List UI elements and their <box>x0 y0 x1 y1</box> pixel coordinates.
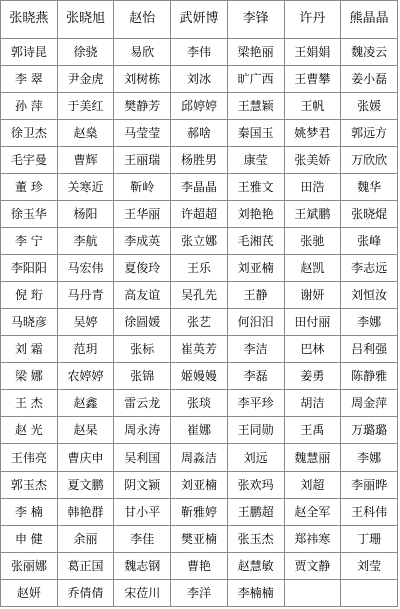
table-row <box>1 525 398 552</box>
name-cell: 姜小磊 <box>341 65 398 92</box>
name-cell: 王曹攀 <box>284 65 341 92</box>
name-cell: 吴婷 <box>57 309 114 336</box>
name-cell: 李晶晶 <box>171 173 228 200</box>
name-cell: 关寒近 <box>57 173 114 200</box>
name-cell: 靳雅婷 <box>171 498 228 525</box>
name-cell: 王雅文 <box>227 173 284 200</box>
name-cell: 李平珍 <box>227 390 284 417</box>
name-cell: 于美红 <box>57 92 114 119</box>
name-cell: 李志远 <box>341 255 398 282</box>
name-cell: 雷云龙 <box>114 390 171 417</box>
name-cell: 魏凌云 <box>341 38 398 65</box>
table-row <box>1 92 398 119</box>
name-cell: 邱婷婷 <box>171 92 228 119</box>
name-cell: 郝啥 <box>171 119 228 146</box>
name-cell: 李楠楠 <box>227 579 284 606</box>
name-cell: 田付丽 <box>284 309 341 336</box>
table-row <box>1 336 398 363</box>
name-cell: 姜勇 <box>284 363 341 390</box>
name-cell: 吴孔先 <box>171 282 228 309</box>
name-cell: 张晓燕 <box>1 1 58 39</box>
name-cell: 周金萍 <box>341 390 398 417</box>
name-cell: 宋莅川 <box>114 579 171 606</box>
name-cell: 李成英 <box>114 227 171 254</box>
name-cell: 李 宁 <box>1 227 58 254</box>
name-cell: 谢妍 <box>284 282 341 309</box>
name-cell: 张驰 <box>284 227 341 254</box>
name-cell: 孙 萍 <box>1 92 58 119</box>
name-cell: 王 杰 <box>1 390 58 417</box>
name-cell: 刘超 <box>284 471 341 498</box>
name-cell: 杨阳 <box>57 200 114 227</box>
name-cell: 乔倩倩 <box>57 579 114 606</box>
name-cell: 秦国玉 <box>227 119 284 146</box>
name-cell: 夏俊玲 <box>114 255 171 282</box>
name-cell: 刘恒汝 <box>341 282 398 309</box>
name-cell: 王慧颖 <box>227 92 284 119</box>
table-row <box>1 173 398 200</box>
table-row <box>1 471 398 498</box>
name-cell: 韩艳群 <box>57 498 114 525</box>
name-cell: 李磊 <box>227 363 284 390</box>
name-cell: 阴文颍 <box>114 471 171 498</box>
table-row <box>1 444 398 471</box>
name-cell: 张玉杰 <box>227 525 284 552</box>
name-cell: 靳岭 <box>114 173 171 200</box>
name-cell: 李航 <box>57 227 114 254</box>
name-cell: 王娟娟 <box>284 38 341 65</box>
name-cell: 刘艳艳 <box>227 200 284 227</box>
name-cell: 樊静芳 <box>114 92 171 119</box>
name-cell: 周淼洁 <box>171 444 228 471</box>
table-row <box>1 65 398 92</box>
name-cell: 曹庆申 <box>57 444 114 471</box>
table-row <box>1 227 398 254</box>
name-cell: 张媛 <box>341 92 398 119</box>
name-cell: 王鹏超 <box>227 498 284 525</box>
name-cell: 王禹 <box>284 417 341 444</box>
name-cell: 易欣 <box>114 38 171 65</box>
name-cell: 康莹 <box>227 146 284 173</box>
table-row <box>1 390 398 417</box>
name-cell: 马莹莹 <box>114 119 171 146</box>
name-cell: 樊亚楠 <box>171 525 228 552</box>
name-cell: 梁 娜 <box>1 363 58 390</box>
name-cell: 郭诗昆 <box>1 38 58 65</box>
name-cell: 王斌鹏 <box>284 200 341 227</box>
name-cell: 何汨汨 <box>227 309 284 336</box>
name-cell: 张欢玛 <box>227 471 284 498</box>
name-cell: 许超超 <box>171 200 228 227</box>
table-row <box>1 552 398 579</box>
name-cell: 马宏伟 <box>57 255 114 282</box>
name-cell: 吕利强 <box>341 336 398 363</box>
name-cell: 张峰 <box>341 227 398 254</box>
name-cell: 倪 珩 <box>1 282 58 309</box>
name-cell: 张美娇 <box>284 146 341 173</box>
name-cell: 魏华 <box>341 173 398 200</box>
name-cell: 贾文静 <box>284 552 341 579</box>
name-cell: 郭远方 <box>341 119 398 146</box>
name-cell: 张丽娜 <box>1 552 58 579</box>
name-cell: 周永涛 <box>114 417 171 444</box>
name-cell: 王同勋 <box>227 417 284 444</box>
roster-body <box>1 1 398 607</box>
name-cell: 王华丽 <box>114 200 171 227</box>
table-row <box>1 1 398 39</box>
name-cell: 王伟亮 <box>1 444 58 471</box>
name-cell: 李锋 <box>227 1 284 39</box>
name-cell: 徐卫杰 <box>1 119 58 146</box>
name-cell: 尹金虎 <box>57 65 114 92</box>
name-cell: 王帆 <box>284 92 341 119</box>
name-cell: 余丽 <box>57 525 114 552</box>
name-cell: 刘远 <box>227 444 284 471</box>
name-cell: 杨胜男 <box>171 146 228 173</box>
name-cell: 巴林 <box>284 336 341 363</box>
name-cell: 李丽晔 <box>341 471 398 498</box>
name-cell: 马晓彦 <box>1 309 58 336</box>
name-cell: 李 翠 <box>1 65 58 92</box>
name-cell: 李洋 <box>171 579 228 606</box>
name-cell: 申 健 <box>1 525 58 552</box>
name-cell: 刘冰 <box>171 65 228 92</box>
name-cell: 许丹 <box>284 1 341 39</box>
name-cell: 熊晶晶 <box>341 1 398 39</box>
name-cell: 范玥 <box>57 336 114 363</box>
name-cell: 刘亚楠 <box>171 471 228 498</box>
name-cell: 张锦 <box>114 363 171 390</box>
name-cell: 丁珊 <box>341 525 398 552</box>
name-cell: 甘小平 <box>114 498 171 525</box>
name-cell: 赵鑫 <box>57 390 114 417</box>
name-cell: 魏志钢 <box>114 552 171 579</box>
name-cell: 梁艳丽 <box>227 38 284 65</box>
name-cell: 李娜 <box>341 309 398 336</box>
name-cell: 万欣欣 <box>341 146 398 173</box>
name-cell: 毛湘芪 <box>227 227 284 254</box>
name-cell: 曹辉 <box>57 146 114 173</box>
name-cell: 李伟 <box>171 38 228 65</box>
name-cell: 魏慧丽 <box>284 444 341 471</box>
name-cell: 郑祎寒 <box>284 525 341 552</box>
name-cell: 赵妍 <box>1 579 58 606</box>
name-cell: 郭玉杰 <box>1 471 58 498</box>
name-cell: 徐圆媛 <box>114 309 171 336</box>
table-row <box>1 255 398 282</box>
name-cell: 崔英芳 <box>171 336 228 363</box>
name-cell: 张立娜 <box>171 227 228 254</box>
name-cell: 张标 <box>114 336 171 363</box>
name-cell: 刘莹 <box>341 552 398 579</box>
name-cell: 马丹青 <box>57 282 114 309</box>
name-cell: 李娜 <box>341 444 398 471</box>
table-row <box>1 579 398 606</box>
name-cell: 赵燊 <box>57 119 114 146</box>
name-cell: 万璐璐 <box>341 417 398 444</box>
name-cell: 姬嫚嫚 <box>171 363 228 390</box>
name-cell: 徐骁 <box>57 38 114 65</box>
table-row <box>1 363 398 390</box>
table-row <box>1 282 398 309</box>
name-cell: 吴利国 <box>114 444 171 471</box>
name-cell: 刘树栋 <box>114 65 171 92</box>
name-cell: 葛正国 <box>57 552 114 579</box>
name-cell: 王丽瑞 <box>114 146 171 173</box>
name-cell: 田浩 <box>284 173 341 200</box>
name-cell: 姚梦君 <box>284 119 341 146</box>
name-cell: 刘亚楠 <box>227 255 284 282</box>
name-cell: 刘 霜 <box>1 336 58 363</box>
name-cell: 徐玉华 <box>1 200 58 227</box>
name-cell: 张艺 <box>171 309 228 336</box>
name-cell: 王静 <box>227 282 284 309</box>
table-row <box>1 146 398 173</box>
name-cell <box>341 579 398 606</box>
name-cell: 王乐 <box>171 255 228 282</box>
name-cell: 董 珍 <box>1 173 58 200</box>
name-cell: 高友谊 <box>114 282 171 309</box>
name-cell: 李佳 <box>114 525 171 552</box>
name-cell: 赵怡 <box>114 1 171 39</box>
name-cell: 李 楠 <box>1 498 58 525</box>
name-cell: 旷广西 <box>227 65 284 92</box>
name-cell: 李阳阳 <box>1 255 58 282</box>
name-cell: 王科伟 <box>341 498 398 525</box>
name-cell: 农婷婷 <box>57 363 114 390</box>
table-row <box>1 200 398 227</box>
name-cell: 夏文鹏 <box>57 471 114 498</box>
table-row <box>1 119 398 146</box>
name-cell: 赵全军 <box>284 498 341 525</box>
name-cell <box>284 579 341 606</box>
name-cell: 张琰 <box>171 390 228 417</box>
table-row <box>1 309 398 336</box>
name-cell: 武妍博 <box>171 1 228 39</box>
name-cell: 张晓焜 <box>341 200 398 227</box>
name-cell: 赵慧敏 <box>227 552 284 579</box>
name-cell: 张晓旭 <box>57 1 114 39</box>
table-row <box>1 417 398 444</box>
name-cell: 李洁 <box>227 336 284 363</box>
table-row <box>1 498 398 525</box>
name-cell: 陈静雅 <box>341 363 398 390</box>
name-cell: 曹艳 <box>171 552 228 579</box>
name-cell: 崔娜 <box>171 417 228 444</box>
name-cell: 胡洁 <box>284 390 341 417</box>
name-cell: 毛宇曼 <box>1 146 58 173</box>
name-cell: 赵杲 <box>57 417 114 444</box>
table-row <box>1 38 398 65</box>
name-cell: 赵 光 <box>1 417 58 444</box>
name-cell: 赵凯 <box>284 255 341 282</box>
